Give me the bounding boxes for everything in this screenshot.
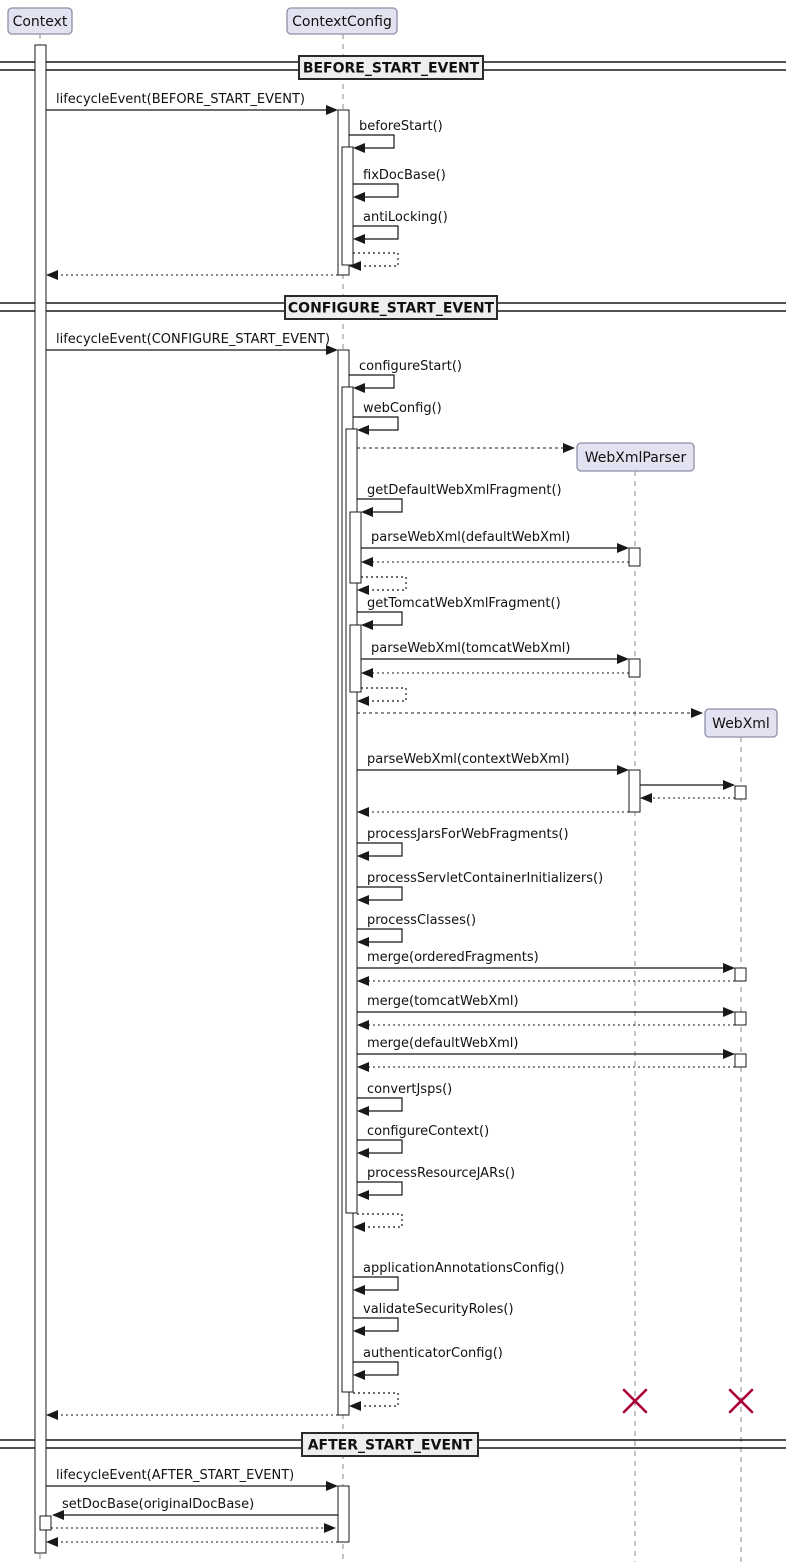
message-label: antiLocking() (363, 210, 448, 225)
message-label: convertJsps() (367, 1082, 453, 1097)
divider-label: AFTER_START_EVENT (307, 1437, 473, 1454)
message-label: processResourceJARs() (367, 1166, 516, 1181)
message-label: getTomcatWebXmlFragment() (367, 596, 561, 611)
message-label: parseWebXml(tomcatWebXml) (371, 641, 571, 656)
message-label: processServletContainerInitializers() (367, 871, 604, 886)
activation-bar (735, 1012, 746, 1025)
message-label: lifecycleEvent(BEFORE_START_EVENT) (56, 92, 305, 107)
message-label: applicationAnnotationsConfig() (363, 1261, 565, 1276)
activation-bar (35, 45, 46, 1553)
message-label: validateSecurityRoles() (363, 1302, 514, 1317)
message-label: fixDocBase() (363, 168, 446, 183)
message-label: processClasses() (367, 913, 477, 928)
message-label: lifecycleEvent(AFTER_START_EVENT) (56, 1468, 295, 1483)
message-label: merge(tomcatWebXml) (367, 994, 519, 1009)
message-label: setDocBase(originalDocBase) (62, 1497, 255, 1512)
message-label: merge(orderedFragments) (367, 950, 539, 965)
activation-bar (338, 1486, 349, 1542)
activation-bar (350, 512, 361, 583)
participant-name: Context (12, 14, 68, 30)
activation-bar (629, 659, 640, 677)
message-label: processJarsForWebFragments() (367, 827, 569, 842)
activation-bar (629, 770, 640, 812)
activation-bar (40, 1516, 51, 1530)
activation-bar (629, 548, 640, 566)
message-label: merge(defaultWebXml) (367, 1036, 519, 1051)
message-label: configureContext() (367, 1124, 490, 1139)
activation-bar (342, 147, 353, 265)
message-label: parseWebXml(defaultWebXml) (371, 530, 571, 545)
participant-name: WebXml (712, 716, 770, 732)
participant-name: WebXmlParser (584, 450, 687, 466)
divider-label: CONFIGURE_START_EVENT (287, 300, 495, 317)
message-label: getDefaultWebXmlFragment() (367, 483, 562, 498)
activation-bar (735, 1054, 746, 1067)
participant-name: ContextConfig (292, 14, 392, 30)
message-label: authenticatorConfig() (363, 1346, 503, 1361)
message-label: beforeStart() (359, 119, 443, 134)
activation-bar (735, 786, 746, 799)
message-label: lifecycleEvent(CONFIGURE_START_EVENT) (56, 332, 331, 347)
message-label: configureStart() (359, 359, 462, 374)
activation-bar (350, 625, 361, 692)
message-label: webConfig() (363, 401, 442, 416)
activation-bar (735, 968, 746, 981)
divider-label: BEFORE_START_EVENT (302, 60, 480, 77)
message-label: parseWebXml(contextWebXml) (367, 752, 570, 767)
